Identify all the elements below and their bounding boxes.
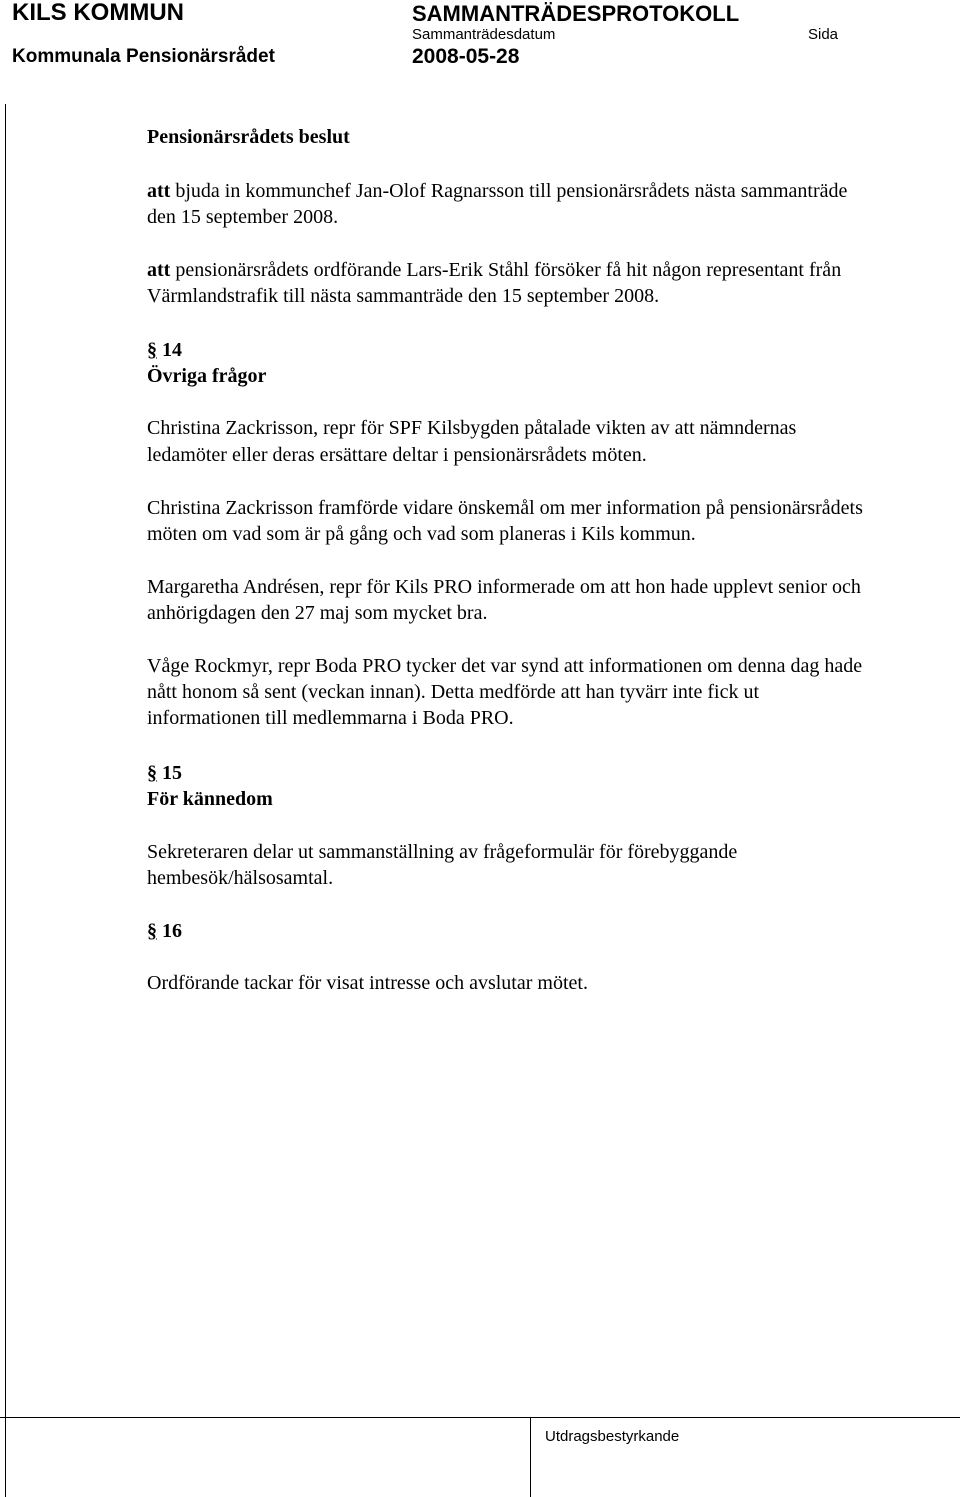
left-margin-rule bbox=[5, 104, 6, 1497]
meeting-date: 2008-05-28 bbox=[412, 45, 520, 68]
organization-name: KILS KOMMUN bbox=[12, 0, 184, 26]
decision-1-text: bjuda in kommunchef Jan-Olof Ragnarsson till pensionärsrådets nästa sammanträde bbox=[170, 180, 848, 202]
section-number: 16 bbox=[157, 920, 182, 942]
department-name: Kommunala Pensionärsrådet bbox=[12, 46, 275, 67]
footer-divider bbox=[530, 1417, 531, 1497]
s15-line-1: Sekreteraren delar ut sammanställning av frågeformulär för förebyggande bbox=[147, 841, 738, 863]
s14-p4-line-1: Våge Rockmyr, repr Boda PRO tycker det var synd att informationen om denna dag hade bbox=[147, 655, 863, 677]
s14-p2-line-2: möten om vad som är på gång och vad som planeras i Kils kommun. bbox=[147, 523, 696, 545]
decision-1-line-1 bbox=[147, 178, 847, 204]
section-symbol: § bbox=[147, 339, 157, 361]
decision-1-line-2: den 15 september 2008. bbox=[147, 206, 339, 228]
s14-p4-line-2: nått honom så sent (veckan innan). Detta medförde att han tyvärr inte fick ut bbox=[147, 681, 760, 703]
decision-2-text: pensionärsrådets ordförande Lars-Erik Ståhl försöker få hit någon representant från bbox=[170, 259, 842, 281]
page-label: Sida bbox=[808, 26, 839, 43]
section-symbol: § bbox=[147, 762, 157, 784]
section-symbol: § bbox=[147, 920, 157, 942]
att-keyword: att bbox=[147, 259, 171, 281]
decision-2-line-1 bbox=[147, 257, 841, 283]
decision-heading: Pensionärsrådets beslut bbox=[147, 126, 350, 148]
section-15-number bbox=[147, 760, 182, 786]
section-number: 14 bbox=[157, 339, 182, 361]
document-type: SAMMANTRÄDESPROTOKOLL bbox=[412, 1, 740, 26]
s14-p4-line-3: informationen till medlemmarna i Boda PRO. bbox=[147, 707, 514, 729]
s14-p1-line-1: Christina Zackrisson, repr för SPF Kilsbygden påtalade vikten av att nämndernas bbox=[147, 417, 797, 439]
decision-2-line-2: Värmlandstrafik till nästa sammanträde den 15 september 2008. bbox=[147, 285, 660, 307]
s16-line-1: Ordförande tackar för visat intresse och avslutar mötet. bbox=[147, 972, 588, 994]
section-15-title: För kännedom bbox=[147, 788, 273, 810]
section-14-title: Övriga frågor bbox=[147, 365, 267, 387]
footer-rule bbox=[0, 1417, 960, 1418]
s14-p1-line-2: ledamöter eller deras ersättare deltar i pensionärsrådets möten. bbox=[147, 444, 647, 466]
s14-p3-line-1: Margaretha Andrésen, repr för Kils PRO informerade om att hon hade upplevt senior och bbox=[147, 576, 861, 598]
s15-line-2: hembesök/hälsosamtal. bbox=[147, 867, 334, 889]
section-16-number bbox=[147, 918, 182, 944]
meeting-date-label: Sammanträdesdatum bbox=[412, 26, 556, 43]
att-keyword: att bbox=[147, 180, 171, 202]
s14-p3-line-2: anhörigdagen den 27 maj som mycket bra. bbox=[147, 602, 488, 624]
section-14-number bbox=[147, 337, 182, 363]
section-number: 15 bbox=[157, 762, 182, 784]
attestation-label: Utdragsbestyrkande bbox=[545, 1428, 680, 1445]
s14-p2-line-1: Christina Zackrisson framförde vidare önskemål om mer information på pensionärsrådets bbox=[147, 497, 863, 519]
